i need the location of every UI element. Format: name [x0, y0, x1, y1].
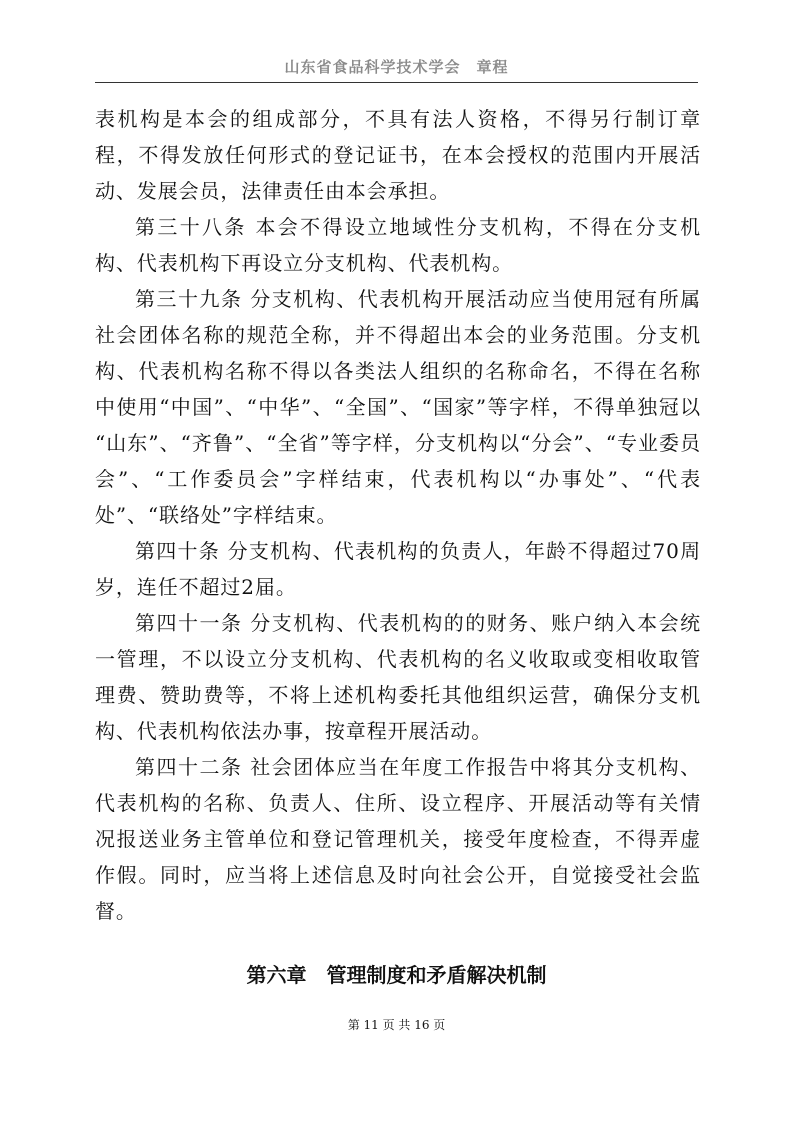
page-header [95, 52, 698, 83]
page-footer: 第 11 页 共 16 页 [347, 1018, 446, 1032]
paragraph-article-41: 第四十一条 分支机构、代表机构的的财务、账户纳入本会统一管理，不以设立分支机构、代表机构的名义收取或变相收取管理费、赞助费等，不将上述机构委托其他组织运营，确保分支机构、代表机构依法办事，按章程开展活动。 [95, 611, 701, 743]
header-title: 山东省食品科学技术学会 章程 [284, 58, 509, 76]
paragraph-article-39: 第三十九条 分支机构、代表机构开展活动应当使用冠有所属社会团体名称的规范全称，并不得超出本会的业务范围。分支机构、代表机构名称不得以各类法人组织的名称命名，不得在名称中使用“中国”、“中华”、“全国”、“国家”等字样，不得单独冠以 “山东”、“齐鲁”、“全省”等字样，分支机构以“分会”、“专业委员会”、“工作委员会”字样结束，代表机构以“办事处”、“代表处”、“联络处”字样结束。 [95, 287, 701, 527]
paragraph-article-38: 第三十八条 本会不得设立地域性分支机构，不得在分支机构、代表机构下再设立分支机构、代表机构。 [95, 215, 701, 275]
document-body [95, 101, 701, 929]
paragraph-article-42: 第四十二条 社会团体应当在年度工作报告中将其分支机构、代表机构的名称、负责人、住所、设立程序、开展活动等有关情况报送业务主管单位和登记管理机关，接受年度检查，不得弄虚作假。同时，应当将上述信息及时向社会公开，自觉接受社会监督。 [95, 755, 701, 923]
paragraph-continuation: 表机构是本会的组成部分，不具有法人资格，不得另行制订章程，不得发放任何形式的登记证书，在本会授权的范围内开展活动、发展会员，法律责任由本会承担。 [95, 107, 701, 203]
paragraph-article-40: 第四十条 分支机构、代表机构的负责人，年龄不得超过70周岁，连任不超过2届。 [95, 539, 701, 599]
chapter-title: 第六章 管理制度和矛盾解决机制 [246, 963, 547, 987]
